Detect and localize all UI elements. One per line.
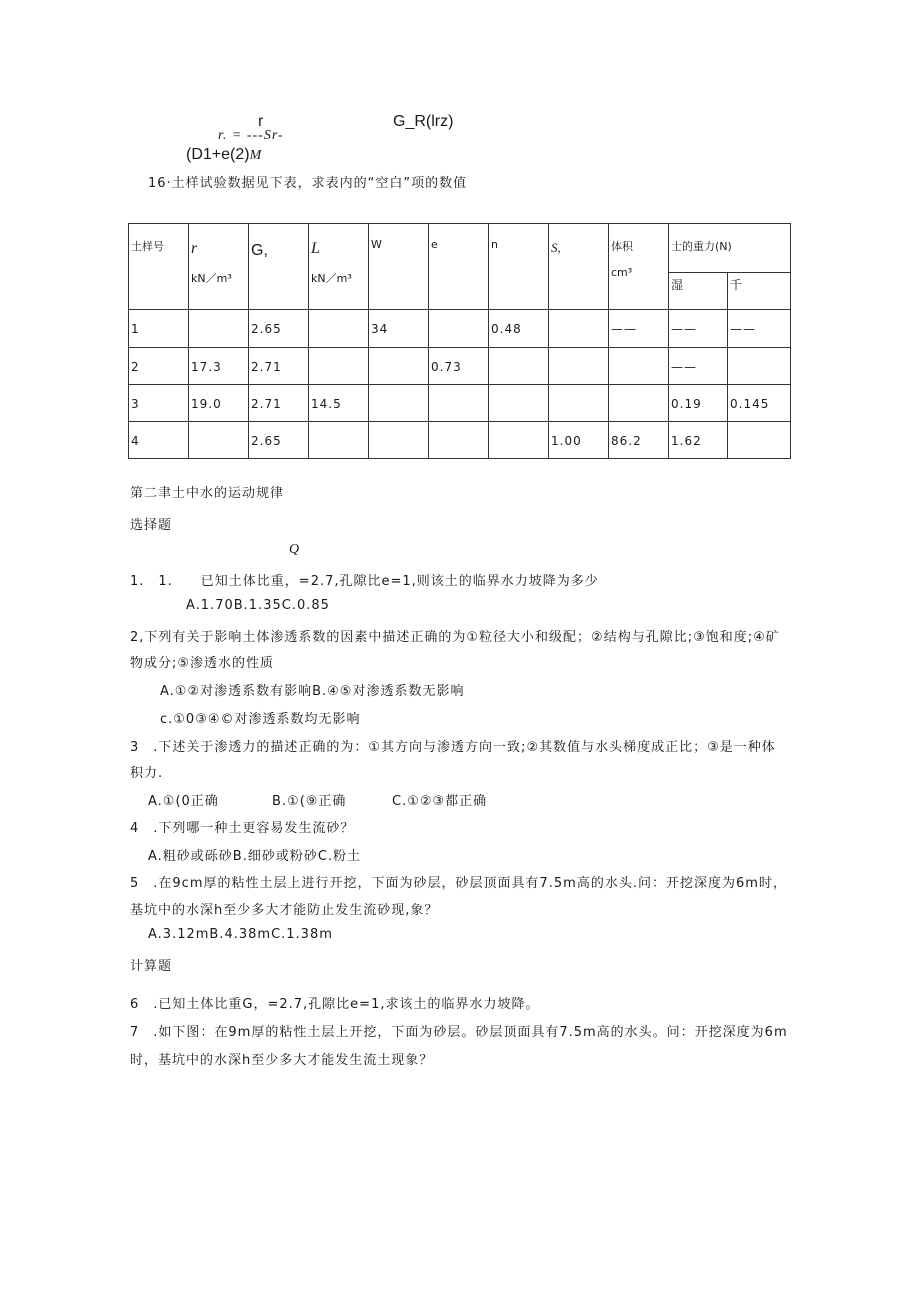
- table-header-row: [129, 224, 791, 273]
- cell-w: [369, 422, 429, 459]
- cell-dry: [728, 348, 791, 385]
- header-e: e: [429, 224, 489, 310]
- formula-denominator-tail: M: [249, 148, 263, 163]
- header-wet: 湿: [669, 273, 728, 310]
- cell-gamma: [189, 422, 249, 459]
- header-sr: S,: [549, 224, 609, 310]
- cell-sr: 1.00: [549, 422, 609, 459]
- cell-gamma-d: 14.5: [309, 385, 369, 422]
- question-3-line2: 积力.: [130, 766, 164, 781]
- cell-e: 0.73: [429, 348, 489, 385]
- question-7-line2: 时，基坑中的水深h至少多大才能发生流土现象？: [130, 1053, 434, 1068]
- table-row: [129, 422, 791, 459]
- cell-w: [369, 385, 429, 422]
- q1-symbol: Q: [289, 542, 301, 557]
- cell-w: 34: [369, 310, 429, 348]
- formula-denominator: [186, 144, 262, 164]
- cell-volume: 86.2: [609, 422, 669, 459]
- cell-n: [489, 422, 549, 459]
- cell-sr: [549, 348, 609, 385]
- cell-wet: 0.19: [669, 385, 728, 422]
- cell-gs: 2.65: [249, 422, 309, 459]
- table-row: [129, 385, 791, 422]
- question-5-line2: 基坑中的水深h至少多大才能防止发生流砂现,象？: [130, 903, 439, 918]
- formula-numerator: r: [258, 113, 264, 130]
- cell-n: 0.48: [489, 310, 549, 348]
- question-1-options: A.1.70B.1.35C.0.85: [186, 598, 330, 613]
- question-4-options: A.粗砂或砾砂B.细砂或粉砂C.粉土: [148, 849, 362, 864]
- header-dry: 千: [728, 273, 791, 310]
- table-row: [129, 348, 791, 385]
- question-2-line1: 2,下列有关于影响土体渗透系数的因素中描述正确的为①粒径大小和级配；②结构与孔隙比;③饱和度;④矿: [130, 630, 780, 645]
- cell-n: [489, 385, 549, 422]
- question-5-line1: 5 .在9cm厚的粘性土层上进行开挖，下面为砂层，砂层顶面具有7.5m高的水头.问：开挖深度为6m时，: [130, 876, 787, 891]
- cell-dry: 0.145: [728, 385, 791, 422]
- question-6: 6 .已知土体比重G，=2.7,孔隙比e=1,求该土的临界水力坡降。: [130, 997, 540, 1012]
- section-calc-title: 计算题: [130, 959, 173, 974]
- formula-left-expr: r. = ---Sr-: [218, 128, 284, 143]
- cell-no: 2: [129, 348, 189, 385]
- question-4: 4 .下列哪一种土更容易发生流砂？: [130, 821, 355, 836]
- formula-right-expr: G_R(lrz): [393, 113, 454, 130]
- header-gs: G,: [249, 224, 309, 310]
- question-1: 1. 1. 已知土体比重，=2.7,孔隙比e=1,则该土的临界水力坡降为多少: [130, 574, 599, 589]
- question-3-option-b: B.①(⑨正确: [272, 794, 347, 809]
- cell-volume: [609, 385, 669, 422]
- header-w: W: [369, 224, 429, 310]
- cell-gamma-d: [309, 422, 369, 459]
- cell-gamma-d: [309, 348, 369, 385]
- cell-wet: ——: [669, 348, 728, 385]
- question-3-line1: 3 .下述关于渗透力的描述正确的为：①其方向与渗透方向一致;②其数值与水头梯度成正比；③是一种体: [130, 740, 776, 755]
- header-volume: 体积 cm³: [609, 224, 669, 310]
- cell-wet: ——: [669, 310, 728, 348]
- cell-sr: [549, 310, 609, 348]
- chapter-title: 第二聿土中水的运动规律: [130, 486, 285, 501]
- cell-gamma-d: [309, 310, 369, 348]
- cell-gamma: 19.0: [189, 385, 249, 422]
- header-weight: 士的重力(N): [669, 224, 791, 273]
- problem-16: 16·土样试验数据见下表，求表内的“空白”项的数值: [148, 176, 468, 191]
- cell-w: [369, 348, 429, 385]
- section-choice-title: 选择题: [130, 518, 173, 533]
- cell-gs: 2.65: [249, 310, 309, 348]
- cell-volume: ——: [609, 310, 669, 348]
- cell-e: [429, 422, 489, 459]
- question-3-option-c: C.①②③都正确: [392, 794, 488, 809]
- header-gamma-d: L kN／m³: [309, 224, 369, 310]
- cell-dry: ——: [728, 310, 791, 348]
- question-2-option-c: c.①0③④©对渗透系数均无影响: [160, 712, 361, 727]
- formula-denominator-main: (D1+e(2): [186, 146, 250, 163]
- header-n: n: [489, 224, 549, 310]
- cell-e: [429, 310, 489, 348]
- cell-wet: 1.62: [669, 422, 728, 459]
- cell-n: [489, 348, 549, 385]
- cell-gamma: [189, 310, 249, 348]
- header-gamma: r kN／m³: [189, 224, 249, 310]
- header-sample-no: 土样号: [129, 224, 189, 310]
- question-5-options: A.3.12mB.4.38mC.1.38m: [148, 927, 333, 942]
- cell-no: 3: [129, 385, 189, 422]
- question-3-option-a: A.①(0正确: [148, 794, 219, 809]
- cell-dry: [728, 422, 791, 459]
- table-row: [129, 310, 791, 348]
- question-2-line2: 物成分;⑤渗透水的性质: [130, 656, 275, 671]
- cell-volume: [609, 348, 669, 385]
- cell-no: 1: [129, 310, 189, 348]
- cell-sr: [549, 385, 609, 422]
- soil-sample-table: [128, 223, 791, 459]
- question-2-option-a: A.①②对渗透系数有影响B.④⑤对渗透系数无影响: [160, 684, 465, 699]
- cell-gamma: 17.3: [189, 348, 249, 385]
- question-7-line1: 7 .如下图：在9m厚的粘性土层上开挖，下面为砂层。砂层顶面具有7.5m高的水头。问：开挖深度为6m: [130, 1025, 788, 1040]
- cell-gs: 2.71: [249, 348, 309, 385]
- cell-gs: 2.71: [249, 385, 309, 422]
- cell-e: [429, 385, 489, 422]
- cell-no: 4: [129, 422, 189, 459]
